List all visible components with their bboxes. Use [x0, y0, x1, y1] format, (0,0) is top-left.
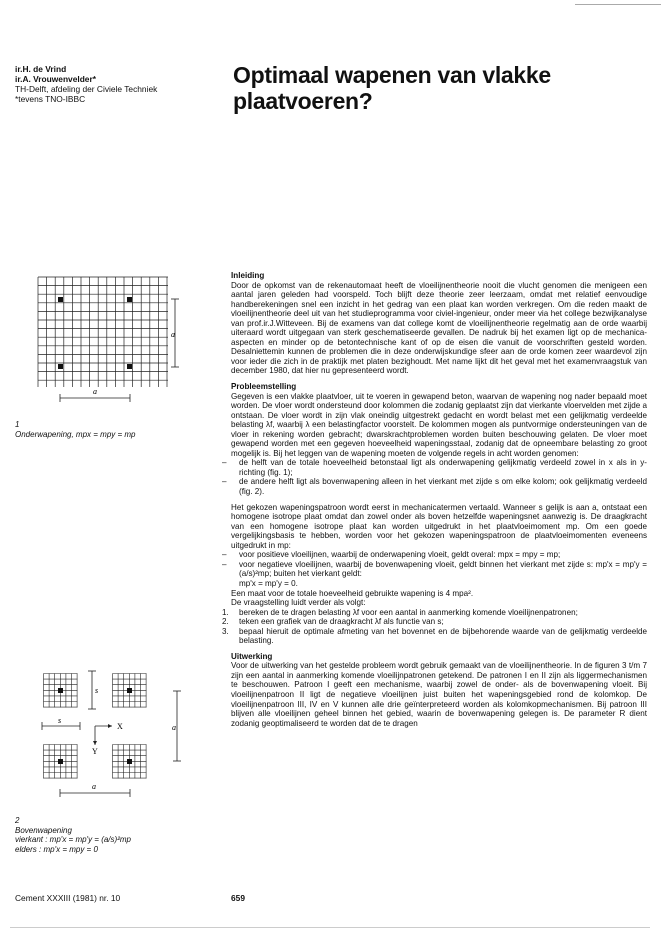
list-number: 1. [222, 607, 229, 617]
dimension-a-bottom: a [93, 387, 97, 396]
figure-2-line-2: elders : mp'x = mpy = 0 [15, 844, 98, 854]
list-item [231, 560, 647, 589]
author-2: ir.A. Vrouwenvelder* [15, 74, 96, 84]
column-marks [58, 297, 132, 369]
dimension-s-vertical: s [95, 686, 99, 695]
paragraph-inleiding: Door de opkomst van de rekenautomaat heeft de vloeilijnentheorie nooit die vlucht genomen die menigeen een aantal jaren geleden had voorspeld. Toch blijft deze theorie zeer leerzaam, omdat met relatief eenvoudige handberekeningen snel een inzicht in het gedrag van een plaat kan worden verkregen. Om die reden maakt de vloeilijnentheorie deel uit van het studieprogramma voor civiel-ingenieur, onder meer via het college bezwijkanalyse van prof.ir.J.Witteveen. Bij de examens van dat college komt de vloeilijnentheorie regelmatig aan de orde waarbij uiteraard wordt uitgegaan van sterk geschematiseerde gevallen. De nadruk bij het examen ligt op de mechanica-aspecten en minder op de betontechnische kant of op de eisen die vanuit de voorschriften gesteld worden. Desalniettemin kunnen de problemen die in deze onderwijskundige sfeer aan de orde komen zeer waardevol zijn voor ieder die zich in de praktijk met platen bezighoudt. Met name lijkt dit het geval met het examenvraagstuk van december 1980, dat hier nu gepresenteerd wordt. [231, 280, 647, 376]
column-mark [58, 297, 63, 302]
paragraph-question-intro: De vraagstelling luidt verder als volgt: [231, 598, 366, 608]
list-item: – de helft van de totale hoeveelheid betonstaal ligt als onderwapening gelijkmatig verdeeld zowel in x als in y-richting (fig. 1); [231, 458, 647, 477]
column-mark [127, 688, 132, 693]
list-number: 3. [222, 626, 229, 636]
heading-probleemstelling: Probleemstelling [231, 382, 297, 392]
author-block [15, 64, 157, 104]
list-item [222, 607, 647, 618]
list-item-text: bereken de te dragen belasting λf voor een aantal in aanmerking komende vloeilijnenpatronen; [239, 607, 578, 617]
article-title [233, 62, 551, 114]
figure-2-line-1: vierkant : mp'x = mp'y = (a/s)²mp [15, 835, 131, 845]
dimension-a-right: a [172, 723, 176, 732]
list-item: – voor positieve vloeilijnen, waarbij de onderwapening vloeit, geldt overal: mpx = mpy = mp; [231, 550, 647, 560]
figure-2-number: 2 [15, 816, 20, 825]
title-line-1: Optimaal wapenen van vlakke [233, 62, 551, 88]
list-item-text: voor negatieve vloeilijnen, waarbij de bovenwapening vloeit, geldt binnen het vierkant met zijde s: mp'x = mp'y = (a/s)²mp; buiten het vierkant geldt: [239, 559, 647, 579]
title-line-2: plaatvoeren? [233, 88, 373, 114]
column-mark [58, 688, 63, 693]
figure-2-caption [15, 816, 131, 854]
article-body [222, 271, 647, 728]
dimension-a-bottom: a [92, 782, 96, 791]
column-mark [58, 364, 63, 369]
figure-1-caption [15, 420, 136, 439]
column-mark [127, 364, 132, 369]
paragraph-total-reinforcement: Een maat voor de totale hoeveelheid gebruikte wapening is 4 mpa². [231, 588, 474, 598]
figure-1-number: 1 [15, 420, 20, 429]
dimension-s-horizontal: s [58, 716, 62, 725]
figure-2-title: Bovenwapening [15, 825, 72, 835]
list-item-formula: mp'x = mp'y = 0. [239, 578, 298, 588]
list-item-text: bepaal hieruit de optimale afmeting van het bovennet en de bijbehorende waarde van de gelijkmatig verdeelde belasting. [239, 626, 647, 646]
list-number: 2. [222, 617, 229, 627]
axis-x-label: X [117, 722, 123, 731]
column-mark [127, 297, 132, 302]
affiliation: TH-Delft, afdeling der Civiele Techniek [15, 84, 158, 94]
paragraph-patroon: Het gekozen wapeningspatroon wordt eerst in mechanicatermen vertaald. Wanneer s gelijk is aan a, ontstaat een homogene isotrope plaat omdat dan zowel onder als boven hetzelfde wapeningsnet aanwezig is. De draagkracht van een homogene isotrope plaat kan worden uitgedrukt in het plaatvloeimoment mp. Om een goede vergelijkingsbasis te hebben, worden voor het gekozen wapeningspatroon de plaatvloeimomenten eveneens uitgedrukt in mp: [231, 502, 647, 550]
figure-2-top-reinforcement [32, 657, 187, 822]
heading-inleiding: Inleiding [231, 271, 265, 280]
heading-uitwerking: Uitwerking [231, 651, 273, 661]
column-mark [127, 759, 132, 764]
axis-y-label: Y [92, 747, 98, 756]
affiliation-note: *tevens TNO-IBBC [15, 94, 86, 104]
figure-1-text: Onderwapening, mpx = mpy = mp [15, 429, 136, 439]
yield-moment-list [231, 550, 647, 588]
figure-1-bottom-reinforcement [30, 273, 185, 413]
bottom-rule [10, 927, 650, 928]
list-item [222, 626, 647, 646]
journal-reference: Cement XXXIII (1981) nr. 10 [15, 893, 121, 903]
list-item-text: teken een grafiek van de draagkracht λf als functie van s; [239, 617, 444, 627]
page-number: 659 [231, 893, 245, 903]
list-item [222, 617, 647, 627]
question-list [222, 607, 647, 646]
column-mark [58, 759, 63, 764]
author-1: ir.H. de Vrind [15, 64, 67, 74]
paragraph-probleemstelling: Gegeven is een vlakke plaatvloer, uit te voeren in gewapend beton, waarvan de wapening nog nader bepaald moet worden. De vloer wordt ondersteund door kolommen die zodanig geplaatst zijn dat vierkante vloervelden met zijde a ontstaan. De vloer wordt in zijn vlak oneindig uitgestrekt gedacht en wordt belast met een gelijkmatig verdeelde belasting λf, waarbij λ een belastingfactor voorstelt. De kolommen mogen als puntvormige ondersteuningen van de vloer in rekening worden gebracht; dwarskrachtproblemen worden buiten beschouwing gelaten. De vloer moet gewapend worden met een gegeven hoeveelheid wapeningsstaal, zodanig dat de opneembare belasting zo groot mogelijk is. Bij het leggen van de wapening moeten de volgende regels in acht worden genomen: [231, 391, 647, 458]
list-item: – de andere helft ligt als bovenwapening alleen in het vierkant met zijde s om elke kolom; ook gelijkmatig verdeeld (fig. 2). [231, 477, 647, 496]
dimension-a-right: a [171, 330, 175, 339]
rules-list [231, 458, 647, 496]
paragraph-uitwerking: Voor de uitwerking van het gestelde probleem wordt gebruik gemaakt van de vloeilijnentheorie. In de figuren 3 t/m 7 zijn een aantal in aanmerking komende vloeilijnpatronen getekend. De patronen I en II zijn als liggermechanismen te beschouwen. Patroon I geeft een mechanisme, waarbij zowel de onder- als de bovenwapening vloeit. Bij vloeilijnenpatroon II ligt de negatieve vloeilijnen juist buiten het wapeningsgebied rond de kolomkop. De vloeilijnenpatroon III, IV en V kunnen alle drie geïnterpreteerd worden als kolomkopmechanismen. Bij patroon III blijven alle vloeilijnen geheel binnen het gebied, waarin de bovenwapening gelegen is. De parameter R dient zodanig geoptimaliseerd te worden dat de te dragen [231, 661, 647, 728]
top-rule [575, 4, 661, 5]
